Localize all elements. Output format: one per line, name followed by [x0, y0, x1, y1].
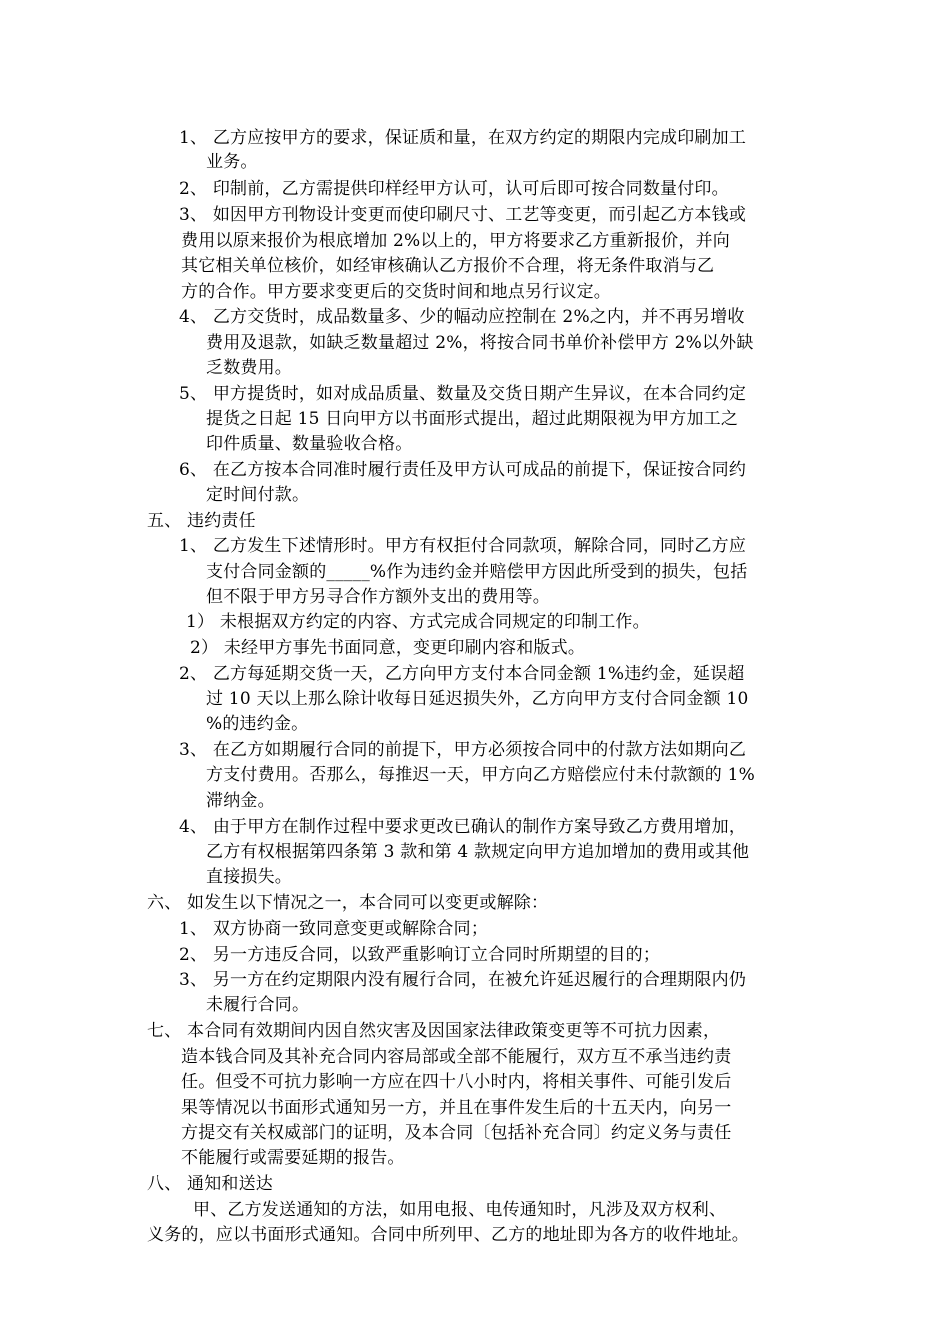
- clause-4-3-line-2: 费用以原来报价为根底增加 2%以上的，甲方将要求乙方重新报价，并向: [181, 231, 730, 251]
- clause-4-3-line-3: 其它相关单位核价，如经审核确认乙方报价不合理，将无条件取消与乙: [181, 256, 715, 276]
- clause-4-5-line-1: 5、 甲方提货时，如对成品质量、数量及交货日期产生异议，在本合同约定: [179, 384, 747, 404]
- section-8-line-2: 义务的，应以书面形式通知。合同中所列甲、乙方的地址即为各方的收件地址。: [147, 1225, 749, 1245]
- clause-4-5-line-3: 印件质量、数量验收合格。: [206, 434, 413, 454]
- clause-5-1-line-3: 但不限于甲方另寻合作方额外支出的费用等。: [206, 587, 550, 607]
- clause-6-3-line-1: 3、 另一方在约定期限内没有履行合同，在被允许延迟履行的合理期限内仍: [179, 970, 747, 990]
- clause-4-6-line-1: 6、 在乙方按本合同准时履行责任及甲方认可成品的前提下，保证按合同约: [179, 460, 747, 480]
- section-8-line-1: 甲、乙方发送通知的方法，如用电报、电传通知时，凡涉及双方权利、: [193, 1200, 727, 1220]
- section-5-heading: 五、 违约责任: [147, 511, 256, 531]
- clause-4-2-line-1: 2、 印制前，乙方需提供印样经甲方认可，认可后即可按合同数量付印。: [179, 179, 729, 199]
- section-7-line-1: 七、 本合同有效期间内因自然灾害及因国家法律政策变更等不可抗力因素，: [147, 1021, 721, 1041]
- clause-4-4-line-2: 费用及退款，如缺乏数量超过 2%，将按合同书单价补偿甲方 2%以外缺: [206, 333, 754, 353]
- section-8-heading: 八、 通知和送达: [147, 1174, 274, 1194]
- clause-6-1: 1、 双方协商一致同意变更或解除合同；: [179, 919, 489, 939]
- section-7-line-5: 方提交有关权威部门的证明，及本合同〔包括补充合同〕约定义务与责任: [181, 1123, 732, 1143]
- clause-5-2-line-1: 2、 乙方每延期交货一天，乙方向甲方支付本合同金额 1%违约金，延误超: [179, 664, 745, 684]
- clause-6-2: 2、 另一方违反合同，以致严重影响订立合同时所期望的目的；: [179, 945, 661, 965]
- section-7-line-3: 任。但受不可抗力影响一方应在四十八小时内，将相关事件、可能引发后: [181, 1072, 732, 1092]
- clause-5-1-line-2: 支付合同金额的_____%作为违约金并赔偿甲方因此所受到的损失，包括: [206, 562, 748, 582]
- clause-5-1-item-1: 1） 未根据双方约定的内容、方式完成合同规定的印制工作。: [186, 612, 650, 632]
- section-6-heading: 六、 如发生以下情况之一，本合同可以变更或解除：: [147, 893, 549, 913]
- clause-5-2-line-3: %的违约金。: [206, 714, 309, 734]
- clause-5-1-line-1: 1、 乙方发生下述情形时。甲方有权拒付合同款项，解除合同，同时乙方应: [179, 536, 747, 556]
- clause-4-1-line-1: 1、 乙方应按甲方的要求，保证质和量，在双方约定的期限内完成印刷加工: [179, 128, 747, 148]
- clause-4-3-line-4: 方的合作。甲方要求变更后的交货时间和地点另行议定。: [181, 282, 611, 302]
- clause-4-5-line-2: 提货之日起 15 日向甲方以书面形式提出，超过此期限视为甲方加工之: [206, 409, 739, 429]
- clause-4-3-line-1: 3、 如因甲方刊物设计变更而使印刷尺寸、工艺等变更，而引起乙方本钱或: [179, 205, 747, 225]
- section-7-line-4: 果等情况以书面形式通知另一方，并且在事件发生后的十五天内，向另一: [181, 1098, 732, 1118]
- clause-5-3-line-1: 3、 在乙方如期履行合同的前提下，甲方必须按合同中的付款方法如期向乙: [179, 740, 747, 760]
- clause-5-3-line-2: 方支付费用。否那么，每推迟一天，甲方向乙方赔偿应付未付款额的 1%: [206, 765, 755, 785]
- clause-4-4-line-3: 乏数费用。: [206, 358, 292, 378]
- clause-5-1-item-2: 2） 未经甲方事先书面同意，变更印刷内容和版式。: [190, 638, 586, 658]
- clause-5-2-line-2: 过 10 天以上那么除计收每日延迟损失外，乙方向甲方支付合同金额 10: [206, 689, 749, 709]
- clause-5-4-line-3: 直接损失。: [206, 867, 292, 887]
- clause-6-3-line-2: 未履行合同。: [206, 995, 310, 1015]
- clause-5-4-line-1: 4、 由于甲方在制作过程中要求更改已确认的制作方案导致乙方费用增加，: [179, 817, 747, 837]
- clause-5-4-line-2: 乙方有权根据第四条第 3 款和第 4 款规定向甲方追加增加的费用或其他: [206, 842, 750, 862]
- clause-4-1-line-2: 业务。: [206, 152, 258, 172]
- section-7-line-2: 造本钱合同及其补充合同内容局部或全部不能履行，双方互不承当违约责: [181, 1047, 732, 1067]
- clause-4-6-line-2: 定时间付款。: [206, 485, 310, 505]
- clause-5-3-line-3: 滞纳金。: [206, 791, 275, 811]
- section-7-line-6: 不能履行或需要延期的报告。: [181, 1148, 405, 1168]
- clause-4-4-line-1: 4、 乙方交货时，成品数量多、少的幅动应控制在 2%之内，并不再另增收: [179, 307, 745, 327]
